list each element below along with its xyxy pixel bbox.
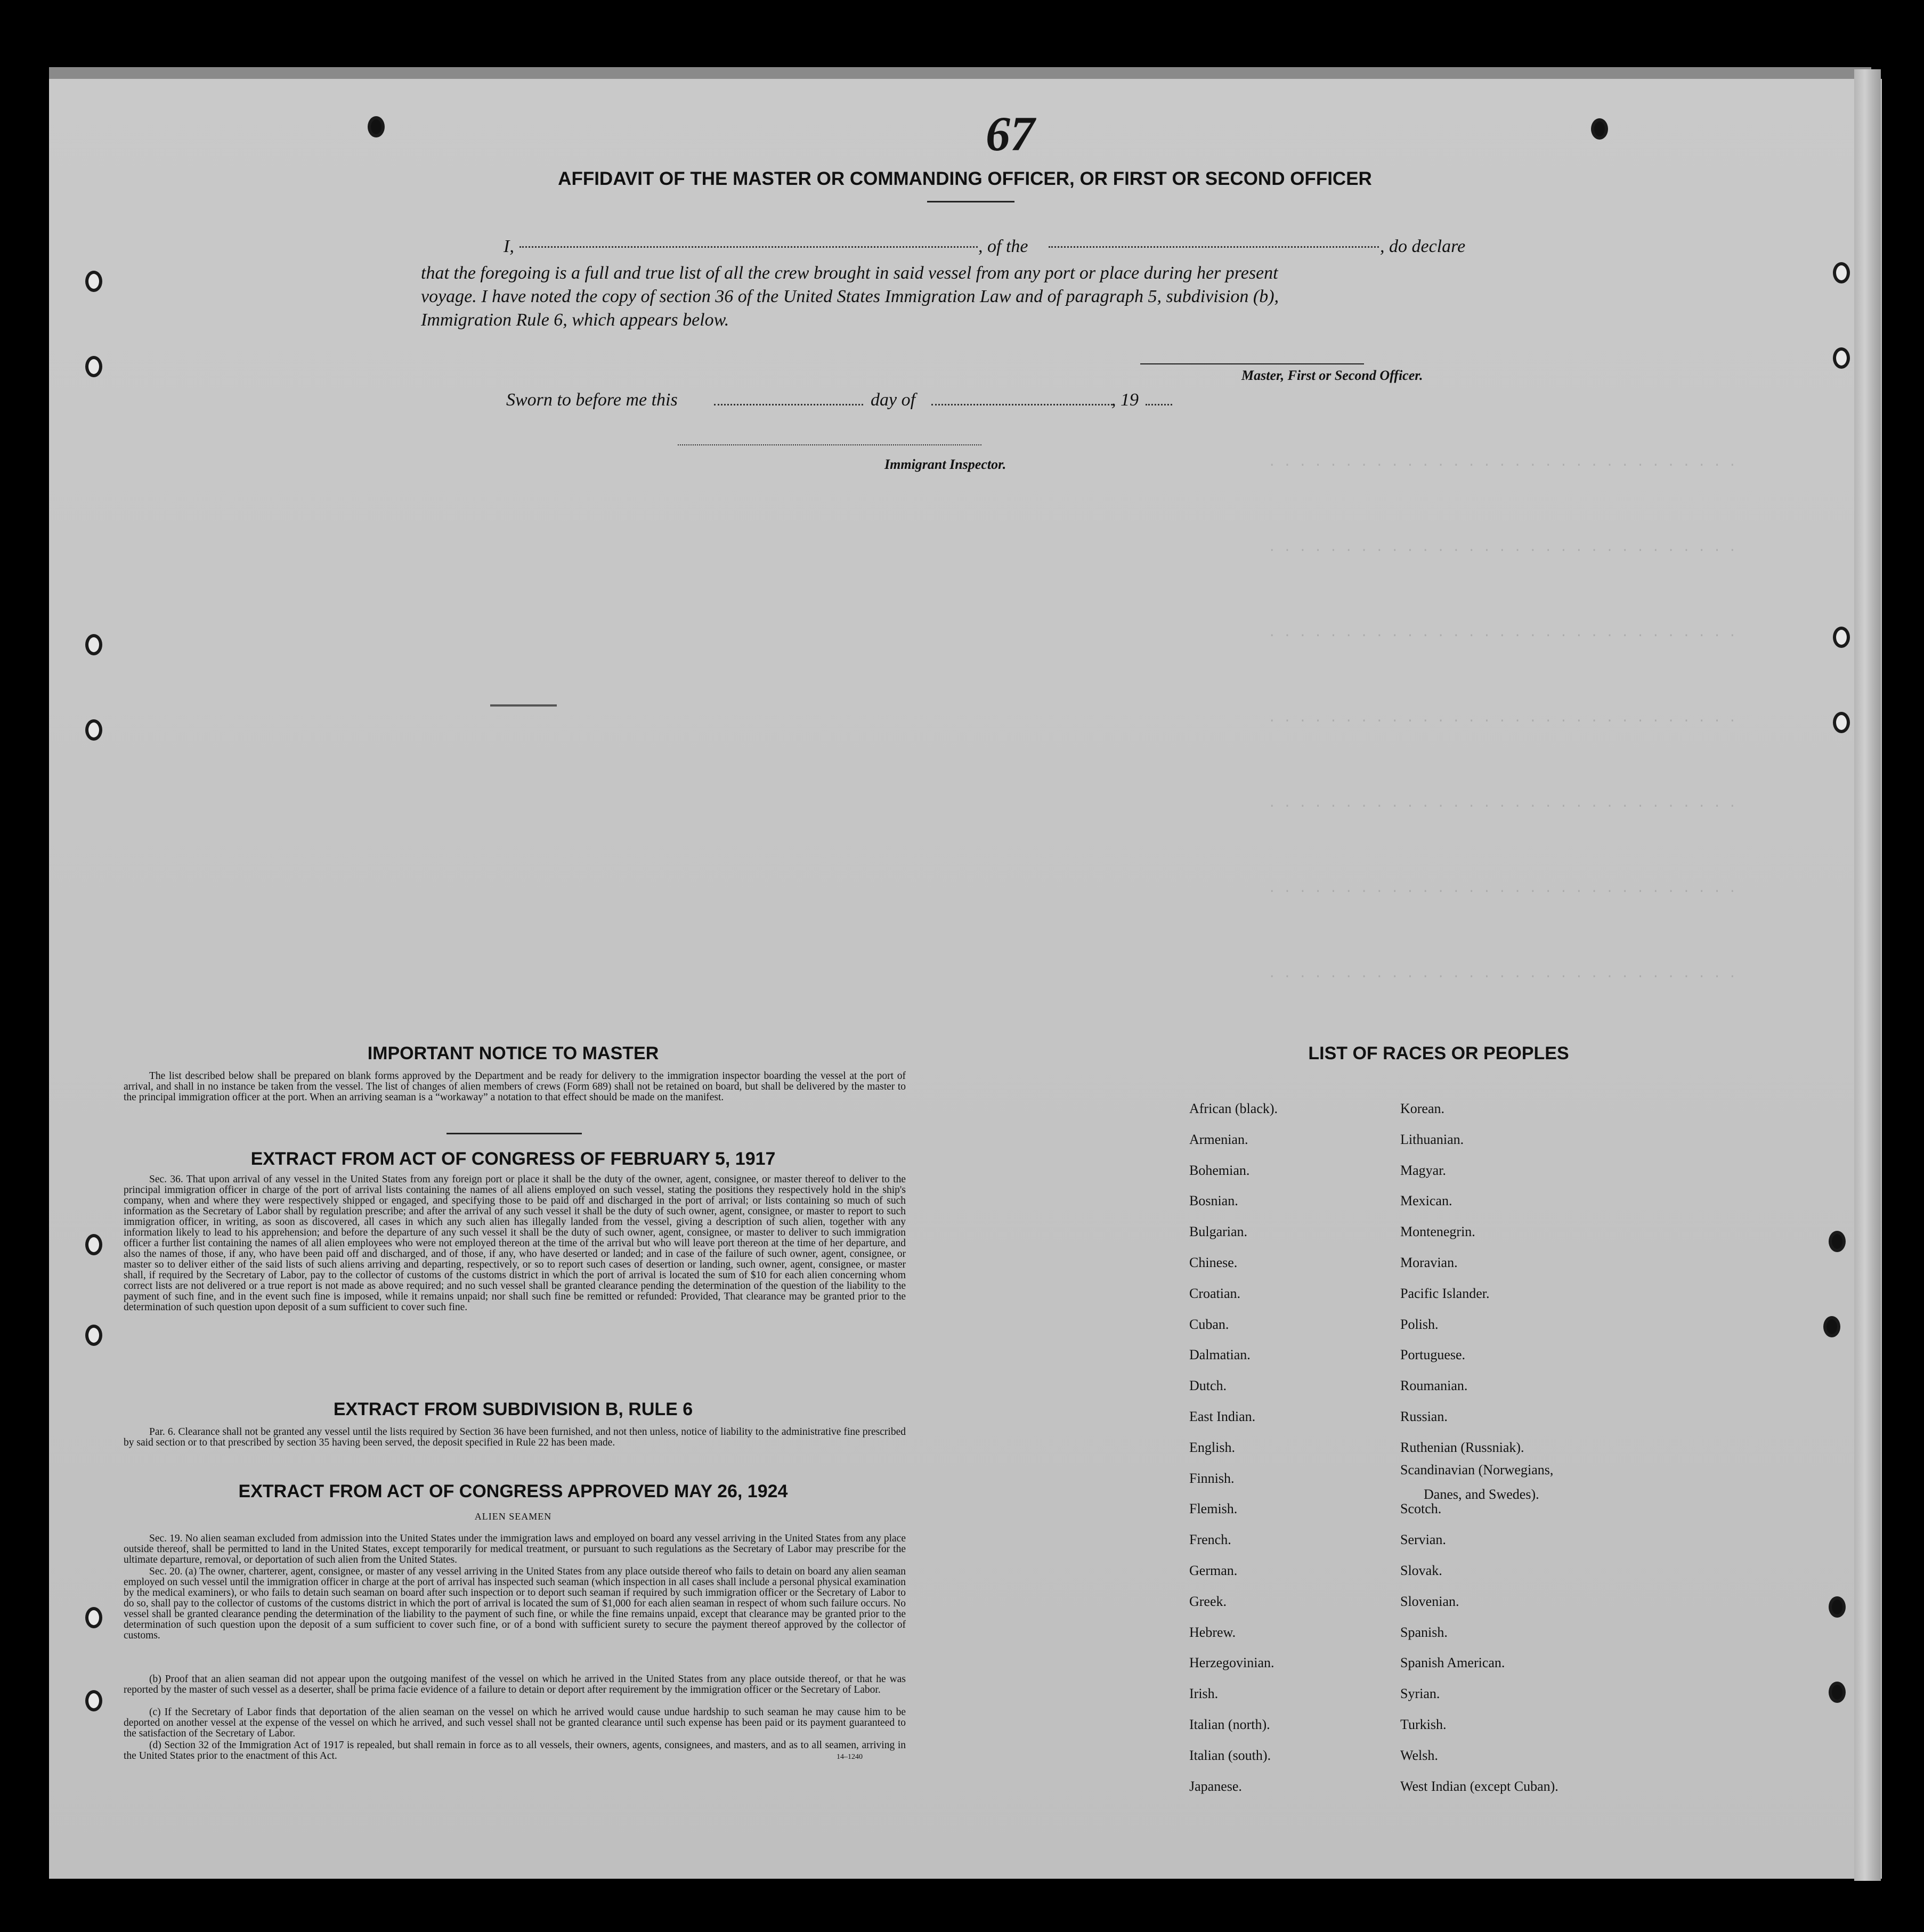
punch-hole xyxy=(85,719,102,741)
affidavit-i: I, xyxy=(504,237,514,256)
punch-hole xyxy=(1829,1231,1846,1252)
extract-1917-title: EXTRACT FROM ACT OF CONGRESS OF FEBRUARY 5, 1917 xyxy=(250,1149,776,1169)
punch-hole xyxy=(85,271,102,292)
race-item: Irish. xyxy=(1189,1686,1219,1702)
extract-1924-sec20b: (b) Proof that an alien seaman did not appear upon the outgoing manifest of the vessel on which he arrived in the United States from any place outside thereof, or that he was reported by the master of such vessel as a deserter, shall be prima facie evidence of a failure to detain or deport after requirement by the immigration officer or the Secretary of Labor. xyxy=(124,1674,906,1695)
race-item-continuation: Danes, and Swedes). xyxy=(1424,1487,1539,1502)
race-item: Armenian. xyxy=(1189,1131,1248,1147)
extract-rule6-text: Par. 6. Clearance shall not be granted any vessel until the lists required by Section 36 have been furnished, and not then unless, notice of liability to the administrative fine prescribed by said section or to that prescribed by section 35 having been served, the deposit specified in Rule 22 has been made. xyxy=(124,1426,906,1448)
signature-label: Master, First or Second Officer. xyxy=(1241,368,1423,383)
race-item: Syrian. xyxy=(1400,1686,1440,1702)
race-item: Montenegrin. xyxy=(1400,1224,1475,1240)
race-item: Servian. xyxy=(1400,1532,1446,1548)
race-item: Turkish. xyxy=(1400,1716,1447,1732)
punch-hole xyxy=(1833,712,1850,733)
race-item: Mexican. xyxy=(1400,1193,1452,1209)
race-item: Korean. xyxy=(1400,1101,1445,1116)
inspector-signature-line[interactable] xyxy=(678,444,981,445)
punch-hole xyxy=(1833,262,1850,283)
race-item: East Indian. xyxy=(1189,1408,1256,1424)
extract-1917-text: Sec. 36. That upon arrival of any vessel in the United States from any foreign port or place it shall be the duty of the owner, agent, consignee, or master thereof to deliver to the principal immigration officer in charge of the port of arrival lists containing the names of all aliens employed on such vessel, stating the positions they respectively hold in the ship's company, when and where they were respectively shipped or engaged, and specifying those to be paid off and discharged in the port of arrival; or lists containing so much of such information as the Secretary of Labor shall by regulation prescribe; and after the arrival of any such vessel it shall be the duty of such owner, agent, consignee, or master to report to such immigration officer, in writing, as soon as discovered, all cases in which any such alien has illegally landed from the vessel, giving a description of such alien, together with any information likely to lead to his apprehension; and before the departure of any such vessel it shall be the duty of such owner, agent, consignee, or master to deliver to such immigration officer a further list containing the names of all alien employees who were not employed thereon at the time of the arrival but who will leave port thereon at the time of her departure, and also the names of those, if any, who have been paid off and discharged, and of those, if any, who have deserted or landed; and in case of the failure of such owner, agent, consignee, or master so to deliver either of the said lists of such aliens arriving and departing, respectively, or so to report such cases of desertion or landing, such owner, agent, consignee, or master shall, if required by the Secretary of Labor, pay to the collector of customs of the customs district in which the port of arrival is located the sum of $10 for each alien concerning whom correct lists are not delivered or a true report is not made as above required; and no such vessel shall be granted clearance pending the determination of the question of the liability to the payment of such fine, and in the event such fine is imposed, while it remains unpaid; nor shall such fine be remitted or refunded: Provided, That clearance may be granted prior to the determination of such question upon deposit of a sum sufficient to cover such fine. xyxy=(124,1174,906,1313)
race-item: Cuban. xyxy=(1189,1316,1229,1332)
page-number-mark: 67 xyxy=(986,107,1035,161)
bleed-through-text: · · · · · · · · · · · · · · · · · · · · · · · · · · · · · · · xyxy=(1268,629,1736,643)
sheet-right-edge xyxy=(1854,69,1881,1881)
inspector-label: Immigrant Inspector. xyxy=(884,457,1006,472)
notice-title: IMPORTANT NOTICE TO MASTER xyxy=(367,1043,659,1064)
punch-hole xyxy=(85,1234,102,1255)
punch-hole xyxy=(368,116,385,137)
affidavit-statement-line: voyage. I have noted the copy of section 36 of the United States Immigration Law and of paragraph 5, subdivision (b), xyxy=(421,287,1279,306)
section-divider xyxy=(447,1133,582,1134)
punch-hole xyxy=(1823,1316,1840,1337)
race-item: Croatian. xyxy=(1189,1285,1241,1301)
bleed-through-text: · · · · · · · · · · · · · · · · · · · · · · · · · · · · · · · xyxy=(1268,543,1736,558)
race-item: Polish. xyxy=(1400,1316,1439,1332)
race-item: Slovak. xyxy=(1400,1562,1442,1578)
race-item: Russian. xyxy=(1400,1408,1448,1424)
race-item: Italian (south). xyxy=(1189,1747,1271,1763)
races-left-column xyxy=(1189,1093,1278,1801)
punch-hole xyxy=(1591,118,1608,140)
race-item: Pacific Islander. xyxy=(1400,1285,1490,1301)
race-item: African (black). xyxy=(1189,1101,1278,1116)
races-title: LIST OF RACES OR PEOPLES xyxy=(1308,1043,1569,1064)
race-item: Ruthenian (Russniak). xyxy=(1400,1439,1524,1455)
bleed-through-text: · · · · · · · · · · · · · · · · · · · · · · · · · · · · · · · xyxy=(1268,714,1736,728)
extract-1924-title: EXTRACT FROM ACT OF CONGRESS APPROVED MAY 26, 1924 xyxy=(238,1481,788,1501)
race-item: Magyar. xyxy=(1400,1162,1446,1178)
punch-hole xyxy=(85,1690,102,1711)
race-item: Scandinavian (Norwegians, xyxy=(1400,1462,1554,1478)
race-item: Lithuanian. xyxy=(1400,1131,1464,1147)
race-item: Portuguese. xyxy=(1400,1347,1466,1363)
sworn-year: , 19 xyxy=(1111,390,1139,410)
race-item: Bosnian. xyxy=(1189,1193,1238,1209)
race-item: Spanish. xyxy=(1400,1624,1448,1640)
extract-rule6-title: EXTRACT FROM SUBDIVISION B, RULE 6 xyxy=(333,1399,693,1419)
affidavit-statement-line: that the foregoing is a full and true list of all the crew brought in said vessel from any port or place during her present xyxy=(421,263,1278,283)
pen-stroke xyxy=(490,704,557,707)
race-item: German. xyxy=(1189,1562,1238,1578)
race-item: Finnish. xyxy=(1189,1470,1235,1486)
vessel-blank[interactable] xyxy=(1049,246,1379,248)
sworn-day-blank[interactable] xyxy=(714,404,863,405)
form-number: 14–1240 xyxy=(837,1753,863,1761)
sworn-prefix: Sworn to before me this xyxy=(506,390,678,410)
bleed-through-text: · · · · · · · · · · · · · · · · · · · · · · · · · · · · · · · xyxy=(1268,458,1736,473)
punch-hole xyxy=(1833,347,1850,369)
race-item: Herzegovinian. xyxy=(1189,1655,1274,1671)
punch-hole xyxy=(1833,627,1850,648)
race-item: Roumanian. xyxy=(1400,1378,1468,1394)
extract-1924-sec20c: (c) If the Secretary of Labor finds that deportation of the alien seaman on the vessel on which he arrived would cause undue hardship to such seaman he may cause him to be deported on another vessel at the expense of the vessel on which he arrived, and such vessel shall not be granted clearance until such expense has been paid or its payment guaranteed to the satisfaction of the Secretary of Labor. xyxy=(124,1707,906,1739)
sworn-day-of: day of xyxy=(871,390,916,410)
extract-1924-sec20d: (d) Section 32 of the Immigration Act of 1917 is repealed, but shall remain in force as to all vessels, their owners, agents, consignees, and masters, and as to all seamen, arriving in the United States prior to the enactment of this Act. xyxy=(124,1740,906,1761)
race-item: Japanese. xyxy=(1189,1778,1242,1794)
races-right-column xyxy=(1400,1093,1558,1801)
affidavit-title: AFFIDAVIT OF THE MASTER OR COMMANDING OFFICER, OR FIRST OR SECOND OFFICER xyxy=(558,168,1372,189)
extract-1924-sec20a: Sec. 20. (a) The owner, charterer, agent, consignee, or master of any vessel arriving in the United States from any place outside thereof who fails to detain on board any alien seaman employed on such vessel until the immigration officer in charge at the port of arrival has inspected such seaman (which inspection in all cases shall include a personal physical examination by the medical examiners), or who fails to detain such seaman on board after such inspection or to deport such seaman if required by such immigration officer or the Secretary of Labor to do so, shall pay to the collector of customs of the customs district in which the port of arrival is located the sum of $1,000 for each alien seaman in respect of whom such failure occurs. No vessel shall be granted clearance pending the determination of the liability to the payment of such fine, or while the fine remains unpaid, except that clearance may be granted prior to the determination of such question upon the deposit of a sum sufficient to cover such fine, or of a bond with sufficient surety to secure the payment thereof approved by the collector of customs. xyxy=(124,1566,906,1641)
title-divider xyxy=(927,201,1014,202)
race-item: Moravian. xyxy=(1400,1254,1458,1270)
punch-hole xyxy=(85,1325,102,1346)
bleed-through-text: · · · · · · · · · · · · · · · · · · · · · · · · · · · · · · · xyxy=(1268,970,1736,984)
race-item: Bulgarian. xyxy=(1189,1224,1248,1240)
affidavit-of-the: , of the xyxy=(978,237,1028,256)
sworn-year-blank[interactable] xyxy=(1146,404,1172,405)
signature-line[interactable] xyxy=(1140,363,1364,364)
rear-sheet-edge xyxy=(49,67,1871,79)
punch-hole xyxy=(85,1607,102,1628)
race-item: Chinese. xyxy=(1189,1254,1238,1270)
race-item: Spanish American. xyxy=(1400,1655,1505,1671)
extract-1924-subtitle: ALIEN SEAMEN xyxy=(474,1511,552,1522)
punch-hole xyxy=(1829,1682,1846,1703)
extract-1924-sec19: Sec. 19. No alien seaman excluded from admission into the United States under the immigration laws and employed on board any vessel arriving in the United States from any place outside thereof, shall be permitted to land in the United States, except temporarily for medical treatment, or pursuant to such regulations as the Secretary of Labor may prescribe for the ultimate departure, removal, or deportation of such alien from the United States. xyxy=(124,1533,906,1565)
race-item: Slovenian. xyxy=(1400,1593,1459,1609)
sworn-month-blank[interactable] xyxy=(931,404,1113,405)
race-item: Bohemian. xyxy=(1189,1162,1250,1178)
race-item: Hebrew. xyxy=(1189,1624,1236,1640)
bleed-through-text: · · · · · · · · · · · · · · · · · · · · · · · · · · · · · · · xyxy=(1268,884,1736,899)
race-item: English. xyxy=(1189,1439,1235,1455)
race-item: Italian (north). xyxy=(1189,1716,1270,1732)
notice-text: The list described below shall be prepared on blank forms approved by the Department and be ready for delivery to the immigration inspector boarding the vessel at the port of arrival, and shall in no instance be taken from the vessel. The list of changes of alien members of crews (Form 689) shall not be retained on board, but shall be delivered by the master to the principal immigration officer at the port. When an arriving seaman is a “workaway” a notation to that effect should be made on the manifest. xyxy=(124,1070,906,1103)
race-item: Greek. xyxy=(1189,1593,1227,1609)
name-blank[interactable] xyxy=(519,246,978,248)
punch-hole xyxy=(85,356,102,377)
race-item: Dutch. xyxy=(1189,1378,1227,1394)
affidavit-statement-line: Immigration Rule 6, which appears below. xyxy=(421,310,729,330)
race-item: French. xyxy=(1189,1532,1231,1548)
race-item: Scotch. xyxy=(1400,1501,1442,1517)
race-item: Welsh. xyxy=(1400,1747,1438,1763)
race-item: Dalmatian. xyxy=(1189,1347,1251,1363)
bleed-through-text: · · · · · · · · · · · · · · · · · · · · · · · · · · · · · · · xyxy=(1268,799,1736,814)
race-item: West Indian (except Cuban). xyxy=(1400,1778,1558,1794)
race-item: Flemish. xyxy=(1189,1501,1238,1517)
affidavit-declare: , do declare xyxy=(1380,237,1466,256)
punch-hole xyxy=(85,634,102,655)
punch-hole xyxy=(1829,1596,1846,1618)
